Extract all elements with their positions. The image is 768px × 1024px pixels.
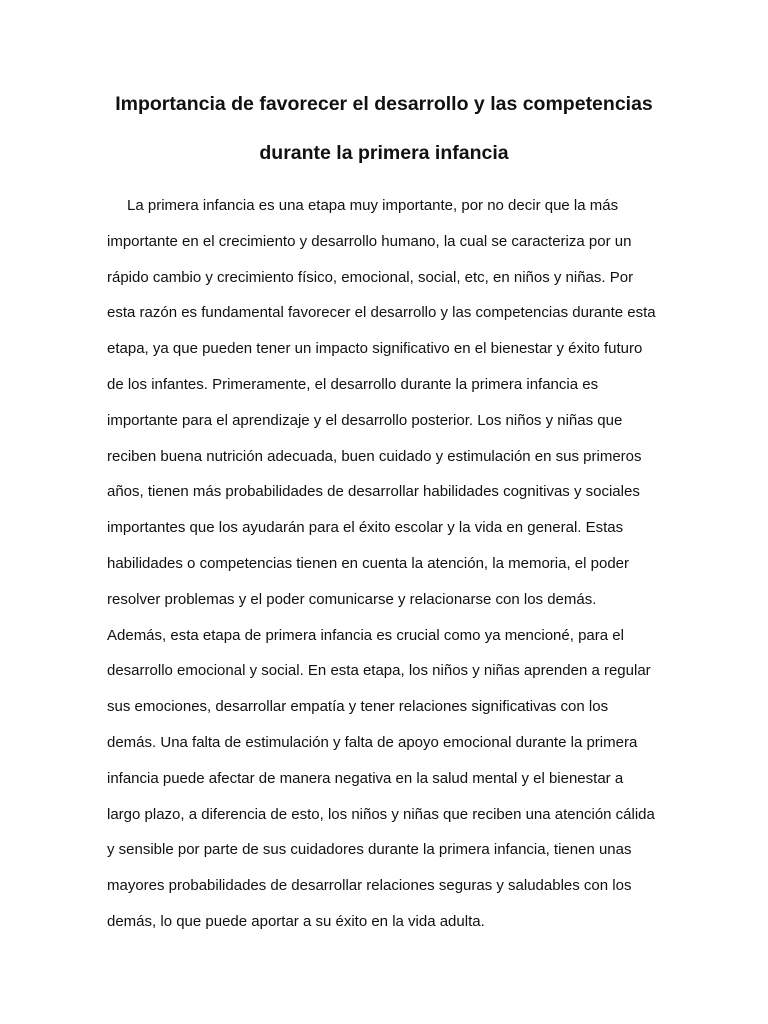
- body-line: etapa, ya que pueden tener un impacto significativo en el bienestar y éxito futuro: [107, 340, 643, 358]
- body-line: de los infantes. Primeramente, el desarrollo durante la primera infancia es: [107, 375, 599, 393]
- document-title-line-1: Importancia de favorecer el desarrollo y las competencias: [115, 93, 653, 115]
- body-line: demás, lo que puede aportar a su éxito en la vida adulta.: [107, 912, 485, 930]
- body-line: La primera infancia es una etapa muy importante, por no decir que la más: [127, 197, 619, 214]
- body-line: desarrollo emocional y social. En esta etapa, los niños y niñas aprenden a regular: [107, 662, 651, 680]
- body-line: reciben buena nutrición adecuada, buen cuidado y estimulación en sus primeros: [107, 447, 642, 465]
- body-line: importantes que los ayudarán para el éxito escolar y la vida en general. Estas: [107, 519, 624, 537]
- body-line: largo plazo, a diferencia de esto, los niños y niñas que reciben una atención cálida: [107, 805, 655, 823]
- body-line: importante para el aprendizaje y el desarrollo posterior. Los niños y niñas que: [107, 411, 623, 429]
- body-line: demás. Una falta de estimulación y falta de apoyo emocional durante la primera: [107, 733, 638, 751]
- body-line: esta razón es fundamental favorecer el desarrollo y las competencias durante esta: [107, 304, 656, 322]
- body-line: y sensible por parte de sus cuidadores durante la primera infancia, tienen unas: [107, 841, 632, 859]
- body-line: sus emociones, desarrollar empatía y tener relaciones significativas con los: [107, 698, 609, 716]
- document-title-line-2: durante la primera infancia: [259, 142, 509, 164]
- body-line: Además, esta etapa de primera infancia es crucial como ya mencioné, para el: [107, 626, 624, 644]
- body-line: mayores probabilidades de desarrollar relaciones seguras y saludables con los: [107, 877, 632, 895]
- body-line: infancia puede afectar de manera negativa en la salud mental y el bienestar a: [107, 769, 624, 787]
- body-line: habilidades o competencias tienen en cuenta la atención, la memoria, el poder: [107, 554, 629, 572]
- body-paragraph: [107, 192, 667, 944]
- body-line: años, tienen más probabilidades de desarrollar habilidades cognitivas y sociales: [107, 483, 640, 501]
- body-line: rápido cambio y crecimiento físico, emocional, social, etc, en niños y niñas. Por: [107, 268, 634, 286]
- body-line: importante en el crecimiento y desarrollo humano, la cual se caracteriza por un: [107, 232, 632, 250]
- body-line: resolver problemas y el poder comunicarse y relacionarse con los demás.: [107, 590, 597, 608]
